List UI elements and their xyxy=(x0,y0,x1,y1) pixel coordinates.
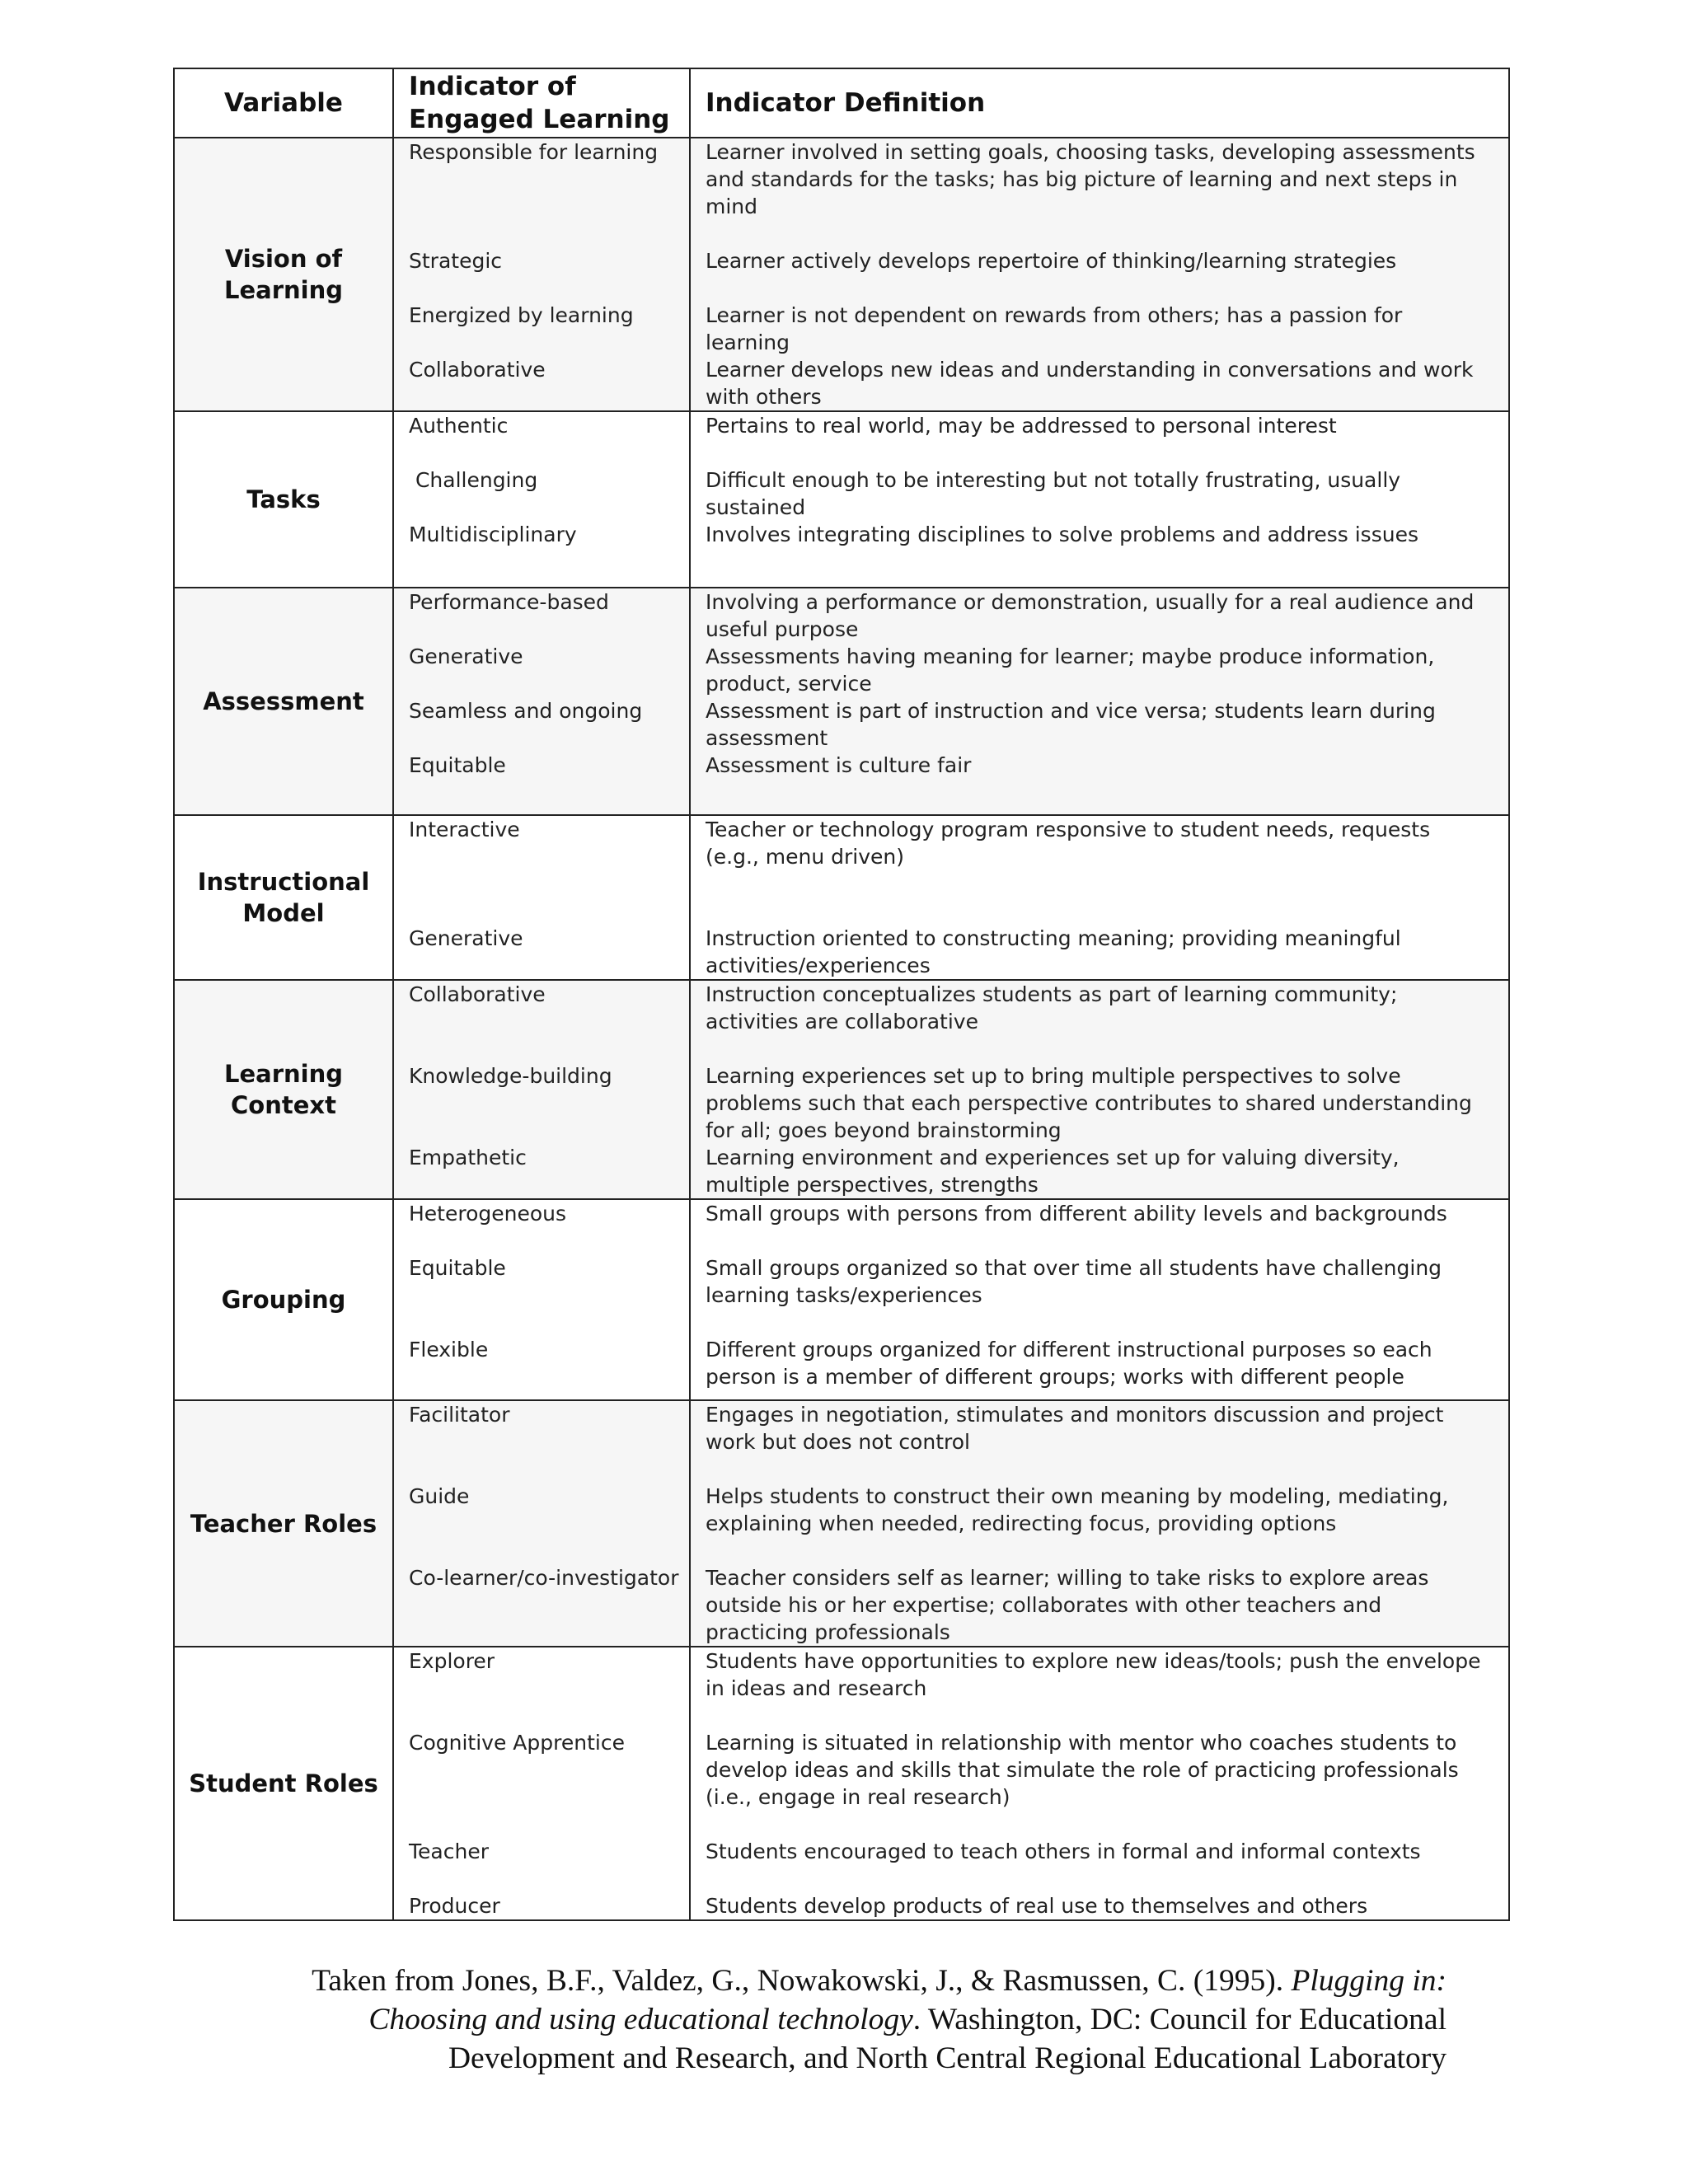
definition-cell xyxy=(690,980,1509,1199)
definition-item: Assessment is culture fair xyxy=(706,753,972,777)
indicator-item: Generative xyxy=(409,644,523,668)
definition-item: Small groups with persons from different ability levels and backgrounds xyxy=(706,1202,1447,1226)
definition-item: Learner develops new ideas and understanding in conversations and work with others xyxy=(706,358,1474,409)
indicator-item: Equitable xyxy=(409,753,506,777)
indicator-cell xyxy=(393,588,690,815)
indicator-item: Guide xyxy=(409,1484,470,1508)
definition-item: Learning is situated in relationship with mentor who coaches students to develop ideas and skills that simulate the role of practicing professionals (i.e., engage in real research) xyxy=(706,1731,1459,1809)
table-row xyxy=(174,1400,1509,1647)
definition-cell xyxy=(690,411,1509,588)
indicator-item: Producer xyxy=(409,1894,500,1918)
definition-item: Learning environment and experiences set up for valuing diversity, multiple perspectives, strengths xyxy=(706,1146,1400,1197)
indicator-item: Cognitive Apprentice xyxy=(409,1731,625,1755)
table-row xyxy=(174,980,1509,1199)
indicator-item: Responsible for learning xyxy=(409,140,659,164)
definition-cell xyxy=(690,1400,1509,1647)
citation-prefix: Taken from Jones, B.F., Valdez, G., Nowakowski, J., & Rasmussen, C. (1995). xyxy=(312,1964,1292,1998)
definition-item: Teacher considers self as learner; willing to take risks to explore areas outside his or her expertise; collaborates with other teachers and practicing professionals xyxy=(706,1566,1429,1644)
indicator-cell xyxy=(393,138,690,411)
variable-cell: Student Roles xyxy=(174,1647,393,1920)
definition-item: Learning experiences set up to bring multiple perspectives to solve problems such that each perspective contributes to shared understanding for all; goes beyond brainstorming xyxy=(706,1064,1472,1142)
citation xyxy=(214,1961,1447,2078)
indicator-item: Interactive xyxy=(409,818,520,841)
definition-item: Assessments having meaning for learner; maybe produce information, product, service xyxy=(706,644,1435,696)
indicator-item: Explorer xyxy=(409,1649,495,1673)
definition-item: Different groups organized for different instructional purposes so each person is a member of different groups; works with different people xyxy=(706,1338,1432,1389)
definition-cell xyxy=(690,588,1509,815)
indicator-cell xyxy=(393,815,690,980)
indicator-item: Authentic xyxy=(409,414,509,438)
citation-suffix: . Washington, DC: Council for Educational Development and Research, and North Central Regional Educational Laboratory xyxy=(448,2003,1447,2075)
definition-item: Students have opportunities to explore new ideas/tools; push the envelope in ideas and research xyxy=(706,1649,1481,1700)
indicator-item: Collaborative xyxy=(409,982,546,1006)
table-header-row xyxy=(174,68,1509,138)
table-row xyxy=(174,815,1509,980)
indicator-item: Challenging xyxy=(409,468,538,492)
definition-item: Learner actively develops repertoire of thinking/learning strategies xyxy=(706,249,1397,273)
indicator-item: Energized by learning xyxy=(409,303,634,327)
indicator-cell xyxy=(393,1400,690,1647)
indicator-item: Empathetic xyxy=(409,1146,527,1169)
header-indicator: Indicator of Engaged Learning xyxy=(393,68,690,138)
table-body xyxy=(174,138,1509,1920)
definition-item: Students develop products of real use to themselves and others xyxy=(706,1894,1368,1918)
variable-cell: Instructional Model xyxy=(174,815,393,980)
indicator-item: Knowledge-building xyxy=(409,1064,612,1088)
variable-cell: Tasks xyxy=(174,411,393,588)
definition-item: Involving a performance or demonstration, usually for a real audience and useful purpose xyxy=(706,590,1475,641)
indicator-item: Flexible xyxy=(409,1338,489,1361)
indicator-item: Seamless and ongoing xyxy=(409,699,643,723)
engaged-learning-table xyxy=(173,68,1510,1921)
indicator-item: Teacher xyxy=(409,1840,489,1863)
indicator-cell xyxy=(393,980,690,1199)
indicator-item: Heterogeneous xyxy=(409,1202,567,1226)
definition-item: Small groups organized so that over time all students have challenging learning tasks/experiences xyxy=(706,1256,1442,1307)
definition-item: Pertains to real world, may be addressed to personal interest xyxy=(706,414,1337,438)
variable-cell: Grouping xyxy=(174,1199,393,1400)
definition-item: Students encouraged to teach others in formal and informal contexts xyxy=(706,1840,1421,1863)
definition-cell xyxy=(690,138,1509,411)
table-row xyxy=(174,1199,1509,1400)
indicator-item: Strategic xyxy=(409,249,503,273)
indicator-item: Collaborative xyxy=(409,358,546,382)
header-variable: Variable xyxy=(174,68,393,138)
indicator-item: Performance-based xyxy=(409,590,609,614)
definition-item: Helps students to construct their own meaning by modeling, mediating, explaining when needed, redirecting focus, providing options xyxy=(706,1484,1449,1535)
indicator-item: Co-learner/co-investigator xyxy=(409,1566,679,1590)
table-row xyxy=(174,588,1509,815)
definition-item: Engages in negotiation, stimulates and monitors discussion and project work but does not control xyxy=(706,1403,1444,1454)
definition-cell xyxy=(690,815,1509,980)
indicator-item: Generative xyxy=(409,926,523,950)
variable-cell: Assessment xyxy=(174,588,393,815)
citation-title: Plugging in: Choosing and using educational technology xyxy=(368,1964,1447,2036)
definition-item: Teacher or technology program responsive to student needs, requests (e.g., menu driven) xyxy=(706,818,1431,869)
table-row xyxy=(174,1647,1509,1920)
indicator-cell xyxy=(393,1647,690,1920)
variable-cell: Vision of Learning xyxy=(174,138,393,411)
indicator-item: Multidisciplinary xyxy=(409,523,577,546)
header-definition: Indicator Definition xyxy=(690,68,1509,138)
table-row xyxy=(174,138,1509,411)
table-row xyxy=(174,411,1509,588)
definition-item: Learner involved in setting goals, choosing tasks, developing assessments and standards for the tasks; has big picture of learning and next steps in mind xyxy=(706,140,1475,218)
indicator-cell xyxy=(393,411,690,588)
definition-cell xyxy=(690,1199,1509,1400)
indicator-item: Equitable xyxy=(409,1256,506,1280)
indicator-cell xyxy=(393,1199,690,1400)
definition-item: Instruction oriented to constructing meaning; providing meaningful activities/experiences xyxy=(706,926,1401,977)
definition-item: Difficult enough to be interesting but not totally frustrating, usually sustained xyxy=(706,468,1401,519)
variable-cell: Teacher Roles xyxy=(174,1400,393,1647)
indicator-item: Facilitator xyxy=(409,1403,510,1427)
definition-item: Instruction conceptualizes students as part of learning community; activities are collaborative xyxy=(706,982,1398,1033)
definition-item: Learner is not dependent on rewards from others; has a passion for learning xyxy=(706,303,1403,354)
definition-cell xyxy=(690,1647,1509,1920)
definition-item: Involves integrating disciplines to solve problems and address issues xyxy=(706,523,1418,546)
definition-item: Assessment is part of instruction and vice versa; students learn during assessment xyxy=(706,699,1436,750)
variable-cell: Learning Context xyxy=(174,980,393,1199)
